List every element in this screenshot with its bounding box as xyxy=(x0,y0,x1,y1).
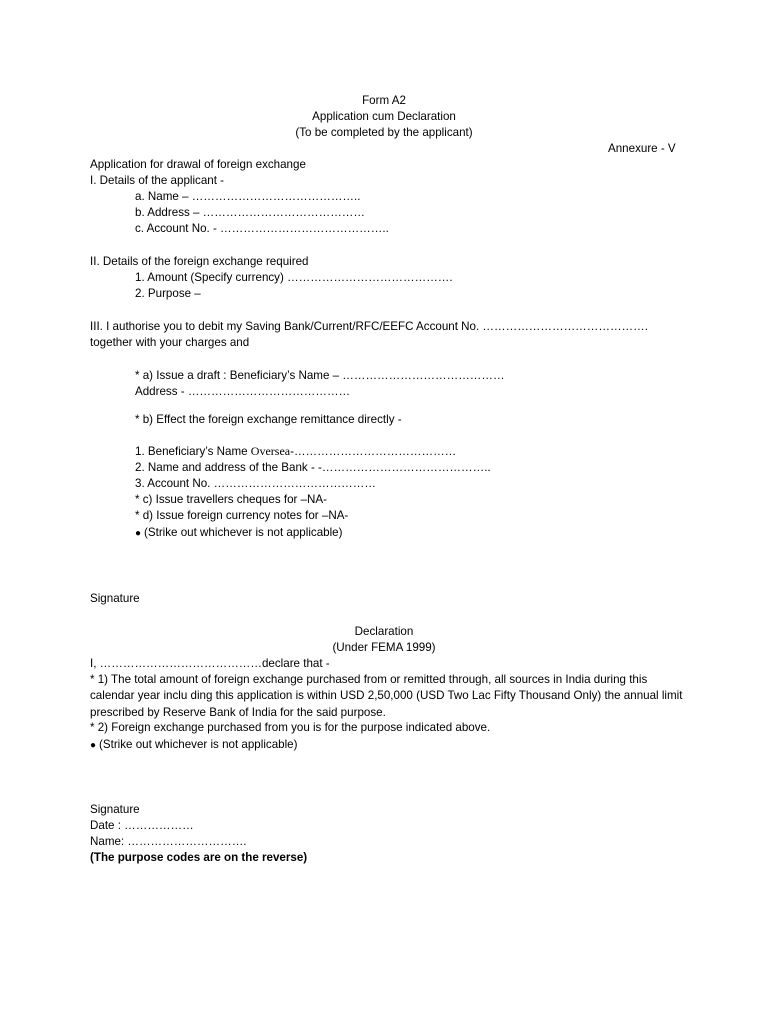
form-title: Application cum Declaration xyxy=(312,110,456,123)
form-number: Form A2 xyxy=(362,94,406,107)
declaration-strike-note xyxy=(90,737,297,754)
declaration-point-2: * 2) Foreign exchange purchased from you is for the purpose indicated above. xyxy=(90,721,491,734)
bullet-icon: ● xyxy=(135,528,142,539)
application-heading: Application for drawal of foreign exchange xyxy=(90,158,306,171)
annexure-label: Annexure - V xyxy=(608,142,676,155)
strike-out-text: (Strike out whichever is not applicable) xyxy=(144,526,343,539)
section3-authorisation: III. I authorise you to debit my Saving Bank/Current/RFC/EEFC Account No. ……………………………………. xyxy=(90,320,648,333)
amount-field: 1. Amount (Specify currency) ……………………………………. xyxy=(135,271,453,284)
purpose-field: 2. Purpose – xyxy=(135,287,201,300)
section2-heading: II. Details of the foreign exchange required xyxy=(90,255,309,268)
beneficiary-serif-text: Oversea xyxy=(250,444,291,458)
bullet-icon: ● xyxy=(90,740,97,751)
draft-address-field: Address - …………………………………… xyxy=(135,385,351,398)
section3-charges: together with your charges and xyxy=(90,336,250,349)
declaration-point-1: * 1) The total amount of foreign exchange purchased from or remitted through, all sources in India during this calendar year inclu ding this application is within USD 2,50,000 (USD Two Lac Fifty Thousand Only) the annual limit prescribed by Reserve Bank of India for the said purpose. xyxy=(90,673,683,719)
travellers-cheques-option: * c) Issue travellers cheques for –NA- xyxy=(135,493,328,506)
declaration-title: Declaration xyxy=(354,625,414,638)
purpose-codes-note: (The purpose codes are on the reverse) xyxy=(90,851,308,864)
declaration-subtitle: (Under FEMA 1999) xyxy=(332,641,436,654)
applicant-account-field: c. Account No. - …………………………………….. xyxy=(135,222,389,235)
declaration-strike-text: (Strike out whichever is not applicable) xyxy=(99,738,298,751)
draft-beneficiary-field: * a) Issue a draft : Beneficiary’s Name – …………………………………… xyxy=(135,369,505,382)
beneficiary-suffix: -…………………………………… xyxy=(290,445,457,458)
name-field: Name: …………………………. xyxy=(90,835,247,848)
declaration-intro: I, ……………………………………declare that - xyxy=(90,657,330,670)
applicant-name-field: a. Name – …………………………………….. xyxy=(135,190,361,203)
strike-out-note xyxy=(135,525,342,542)
section1-heading: I. Details of the applicant - xyxy=(90,174,225,187)
applicant-address-field: b. Address – …………………………………… xyxy=(135,206,365,219)
beneficiary-name-field xyxy=(135,443,456,460)
bank-name-address-field: 2. Name and address of the Bank - -…………………………………….. xyxy=(135,461,491,474)
currency-notes-option: * d) Issue foreign currency notes for –NA- xyxy=(135,509,349,522)
date-field: Date : ……………… xyxy=(90,819,194,832)
form-subtitle: (To be completed by the applicant) xyxy=(295,126,473,139)
signature-label: Signature xyxy=(90,803,140,816)
beneficiary-prefix: 1. Beneficiary’s Name xyxy=(135,445,251,458)
signature-label: Signature xyxy=(90,592,140,605)
account-number-field: 3. Account No. …………………………………… xyxy=(135,477,376,490)
remittance-option: * b) Effect the foreign exchange remittance directly - xyxy=(135,413,402,426)
